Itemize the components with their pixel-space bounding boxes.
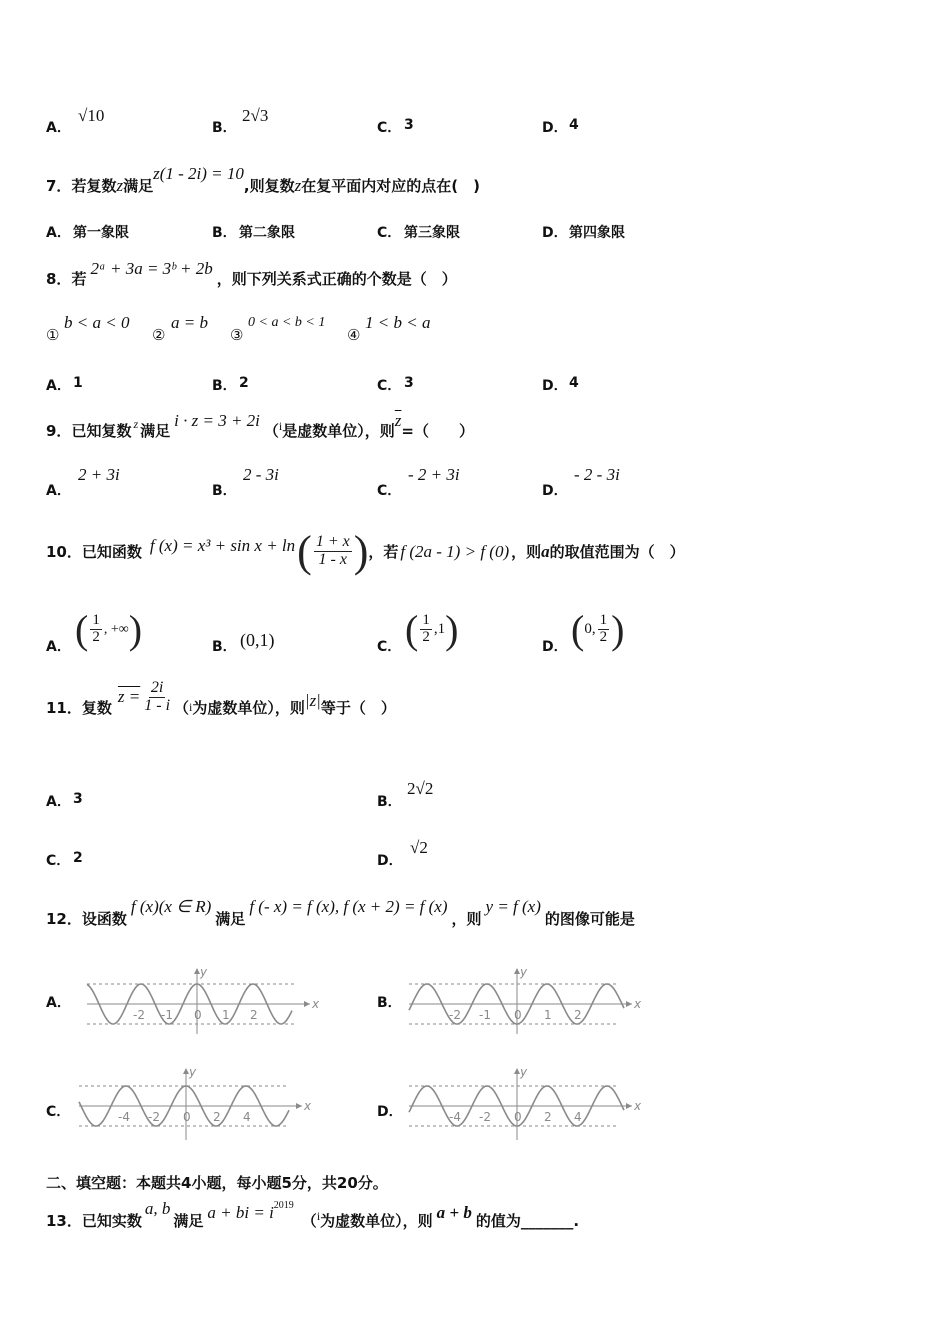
q9-z-conjugate: $\overline{z}$ — [394, 411, 402, 430]
q11-fraction-denominator: 1 - i — [144, 696, 171, 714]
q7-text: 满足 — [123, 177, 154, 195]
tick-label: 2 — [544, 1110, 552, 1124]
q12-graph-c — [74, 1064, 314, 1142]
q9-var-i: i — [278, 419, 283, 433]
q9-option-a-label: A． — [46, 483, 71, 499]
q12-domain-expr: f (x)(x ∈ R) — [130, 897, 212, 916]
q11-text: 复数 — [81, 698, 112, 717]
q11-option-b-label: B． — [377, 794, 402, 810]
q7-option-d-value: 第四象限 — [569, 225, 625, 241]
tick-label: -4 — [449, 1110, 461, 1124]
q11-option-d-value: √2 — [410, 838, 428, 857]
q8-item-1-expr: b < a < 0 — [64, 313, 130, 332]
q10-option-a-label: A． — [46, 639, 71, 655]
q12-graph-a — [82, 964, 322, 1036]
tick-label: -1 — [479, 1008, 491, 1022]
q11-abs-z: |z| — [304, 691, 321, 711]
q7-option-c-label: C． — [377, 225, 402, 241]
q13-text: 的值为_______. — [475, 1212, 580, 1230]
q8-item-1-mark: ① — [46, 326, 60, 344]
q7-option-b-value: 第二象限 — [239, 225, 295, 241]
q7-text: 在复平面内对应的点在( ) — [301, 177, 480, 195]
interval-end: ,1 — [433, 621, 446, 637]
q11-z-conjugate: z = — [117, 687, 141, 707]
denominator: 2 — [599, 629, 608, 645]
y-axis-label: y — [200, 965, 208, 979]
q12-text: 满足 — [215, 910, 246, 928]
q13-text: （ — [301, 1212, 317, 1230]
tick-label: -4 — [118, 1110, 130, 1124]
q12-option-a-label: A． — [46, 995, 71, 1011]
q13-text: 满足 — [173, 1212, 204, 1230]
question-9-stem — [46, 411, 474, 441]
question-7-stem — [46, 164, 480, 196]
tick-label: -1 — [161, 1008, 173, 1022]
x-axis-label: x — [304, 1099, 312, 1113]
tick-label: 2 — [574, 1008, 582, 1022]
question-8-stem — [46, 259, 457, 289]
tick-label: 0 — [514, 1008, 522, 1022]
y-axis-label: y — [520, 1065, 528, 1079]
q11-option-a-label: A． — [46, 794, 71, 810]
q8-text: 若 — [71, 270, 87, 288]
q7-text: ,则复数 — [243, 177, 295, 195]
q10-right-paren: ) — [353, 527, 369, 576]
q8-number: 8． — [46, 270, 72, 288]
x-axis-label: x — [312, 997, 320, 1011]
q9-text: =（ ） — [401, 422, 474, 440]
q10-option-c-label: C． — [377, 639, 402, 655]
question-13-stem — [46, 1199, 580, 1231]
tick-label: 4 — [574, 1110, 582, 1124]
paren-left: ( — [571, 607, 585, 652]
q12-conditions-expr: f (- x) = f (x), f (x + 2) = f (x) — [249, 897, 448, 916]
q11-var-i: i — [189, 699, 193, 714]
y-axis-label: y — [189, 1065, 197, 1079]
x-axis-arrow — [304, 1001, 310, 1007]
paren-right: ) — [128, 607, 143, 652]
q8-item-3-mark: ③ — [230, 326, 244, 344]
q6-option-b-value: 2√3 — [242, 106, 269, 125]
q9-text: （ — [263, 422, 279, 440]
q8-item-4-mark: ④ — [347, 326, 361, 344]
q13-sum: a + b — [436, 1203, 472, 1222]
q12-option-c-label: C． — [46, 1104, 71, 1120]
question-11-stem — [46, 679, 396, 725]
q12-text: 的图像可能是 — [544, 910, 635, 928]
q11-text: 为虚数单位），则 — [192, 698, 305, 717]
q12-number: 12． — [46, 910, 82, 928]
q10-option-b-value: (0,1) — [240, 630, 275, 650]
q9-option-b-label: B． — [212, 483, 237, 499]
q6-option-d-value: 4 — [569, 117, 579, 133]
q10-fraction-numerator: 1 + x — [315, 533, 350, 551]
tick-label: 2 — [213, 1110, 221, 1124]
q6-option-c-value: 3 — [404, 117, 414, 133]
interval-end: , +∞ — [103, 621, 129, 637]
tick-label: 4 — [243, 1110, 251, 1124]
fraction — [420, 613, 432, 646]
q12-option-d-label: D． — [377, 1104, 403, 1120]
q11-fraction — [142, 680, 172, 715]
q13-text: 已知实数 — [81, 1212, 142, 1230]
tick-label: 1 — [544, 1008, 552, 1022]
tick-label: 0 — [514, 1110, 522, 1124]
q6-option-a-label: A． — [46, 120, 71, 136]
q8-item-3-expr: 0 < a < b < 1 — [248, 315, 326, 330]
x-axis-arrow — [626, 1001, 632, 1007]
q12-graph-b — [404, 964, 644, 1036]
tick-label: -2 — [449, 1008, 461, 1022]
q6-option-a-value: √10 — [78, 106, 105, 125]
q9-option-d-label: D． — [542, 483, 568, 499]
q8-expression: 2ᵃ + 3a = 3ᵇ + 2b — [90, 259, 213, 278]
q10-text: 的取值范围为（ ） — [549, 543, 685, 561]
q13-exponent: 2019 — [273, 1200, 294, 1211]
q13-expression: a + bi = i — [207, 1203, 274, 1222]
q10-fraction — [314, 534, 352, 569]
paren-right: ) — [611, 607, 625, 652]
paren-right: ) — [445, 607, 459, 652]
q10-option-d-value — [571, 606, 624, 653]
tick-label: -2 — [133, 1008, 145, 1022]
q9-option-d-value: - 2 - 3i — [574, 465, 620, 484]
q10-left-paren: ( — [297, 527, 312, 576]
tick-label: -2 — [148, 1110, 160, 1124]
q7-text: 若复数 — [71, 177, 117, 195]
q9-option-a-value: 2 + 3i — [78, 465, 120, 484]
q13-vars: a, b — [144, 1199, 171, 1218]
q9-text: 已知复数 — [71, 422, 132, 440]
q10-text: ，则 — [511, 543, 542, 561]
q7-expression: z(1 - 2i) = 10 — [153, 164, 244, 183]
q9-var-z: z — [133, 417, 139, 431]
q11-fraction-numerator: 2i — [150, 679, 164, 696]
q11-text: 等于（ ） — [320, 698, 396, 717]
denominator: 2 — [92, 629, 100, 645]
q10-fraction-denominator: 1 - x — [318, 551, 347, 568]
tick-label: -2 — [479, 1110, 491, 1124]
q7-option-a-label: A． — [46, 225, 71, 241]
q6-option-c-label: C． — [377, 120, 402, 136]
q8-option-c-value: 3 — [404, 375, 414, 391]
q10-function-expr: f (x) = x³ + sin x + ln — [149, 535, 296, 555]
numerator: 1 — [422, 612, 430, 629]
q10-text: ，若 — [368, 543, 399, 561]
q10-option-a-value — [75, 606, 142, 653]
q11-option-b-value: 2√2 — [407, 779, 434, 798]
q8-option-c-label: C． — [377, 378, 402, 394]
q11-option-a-value: 3 — [73, 791, 83, 807]
x-axis-label: x — [634, 997, 642, 1011]
q13-var-i: i — [316, 1209, 321, 1223]
q9-option-c-label: C． — [377, 483, 402, 499]
q10-option-b-label: B． — [212, 639, 237, 655]
q13-number: 13． — [46, 1212, 82, 1230]
q8-item-2-expr: a = b — [171, 313, 208, 332]
q11-number: 11． — [46, 698, 82, 717]
q7-number: 7． — [46, 177, 72, 195]
q12-option-b-label: B． — [377, 995, 402, 1011]
paren-left: ( — [405, 607, 419, 652]
q12-function-expr: y = f (x) — [485, 897, 541, 916]
q8-item-2-mark: ② — [152, 326, 166, 344]
q8-option-a-value: 1 — [73, 375, 83, 391]
question-10-stem — [46, 526, 685, 577]
section-2-title: 二、填空题：本题共4小题，每小题5分，共20分。 — [46, 1174, 388, 1192]
q7-option-a-value: 第一象限 — [73, 225, 129, 241]
numerator: 1 — [599, 612, 608, 629]
q12-text: 设函数 — [81, 910, 127, 928]
q8-option-b-label: B． — [212, 378, 237, 394]
q12-text: ，则 — [451, 910, 482, 928]
q8-option-b-value: 2 — [239, 375, 249, 391]
q9-option-c-value: - 2 + 3i — [408, 465, 460, 484]
tick-label: 1 — [222, 1008, 230, 1022]
q10-option-d-label: D． — [542, 639, 568, 655]
q9-text: 是虚数单位），则 — [282, 422, 395, 440]
q8-text: ，则下列关系式正确的个数是（ ） — [216, 270, 457, 288]
q10-var-a: a — [541, 541, 550, 561]
tick-label: 2 — [250, 1008, 258, 1022]
q7-option-d-label: D． — [542, 225, 568, 241]
x-axis-arrow — [296, 1103, 302, 1109]
y-axis-label: y — [520, 965, 528, 979]
q7-option-b-label: B． — [212, 225, 237, 241]
q7-option-c-value: 第三象限 — [404, 225, 460, 241]
q7-var-z: z — [116, 176, 124, 195]
tick-label: 0 — [183, 1110, 191, 1124]
numerator: 1 — [92, 612, 100, 629]
q12-graph-d — [404, 1064, 644, 1142]
q10-condition: f (2a - 1) > f (0) — [400, 541, 510, 561]
tick-label: 0 — [194, 1008, 202, 1022]
q8-option-a-label: A． — [46, 378, 71, 394]
q9-option-b-value: 2 - 3i — [243, 465, 279, 484]
q10-text: 已知函数 — [81, 543, 142, 561]
q8-option-d-value: 4 — [569, 375, 579, 391]
q8-option-d-label: D． — [542, 378, 568, 394]
q13-text: 为虚数单位），则 — [320, 1212, 433, 1230]
q11-text: （ — [174, 698, 190, 717]
q6-option-d-label: D． — [542, 120, 568, 136]
x-axis-arrow — [626, 1103, 632, 1109]
x-axis-label: x — [634, 1099, 642, 1113]
q9-text: 满足 — [140, 422, 171, 440]
question-12-stem — [46, 897, 635, 929]
q11-option-c-label: C． — [46, 853, 71, 869]
paren-left: ( — [75, 607, 89, 652]
fraction — [90, 613, 102, 646]
q10-number: 10． — [46, 543, 82, 561]
q11-option-d-label: D． — [377, 853, 403, 869]
q7-var-z: z — [294, 176, 302, 195]
q10-option-c-value — [405, 606, 458, 653]
q11-option-c-value: 2 — [73, 850, 83, 866]
q9-number: 9． — [46, 422, 72, 440]
q8-item-4-expr: 1 < b < a — [365, 313, 431, 332]
denominator: 2 — [422, 629, 430, 645]
q6-option-b-label: B． — [212, 120, 237, 136]
fraction — [598, 613, 610, 646]
q9-expression: i · z = 3 + 2i — [174, 411, 260, 430]
interval-start: 0, — [584, 621, 596, 637]
